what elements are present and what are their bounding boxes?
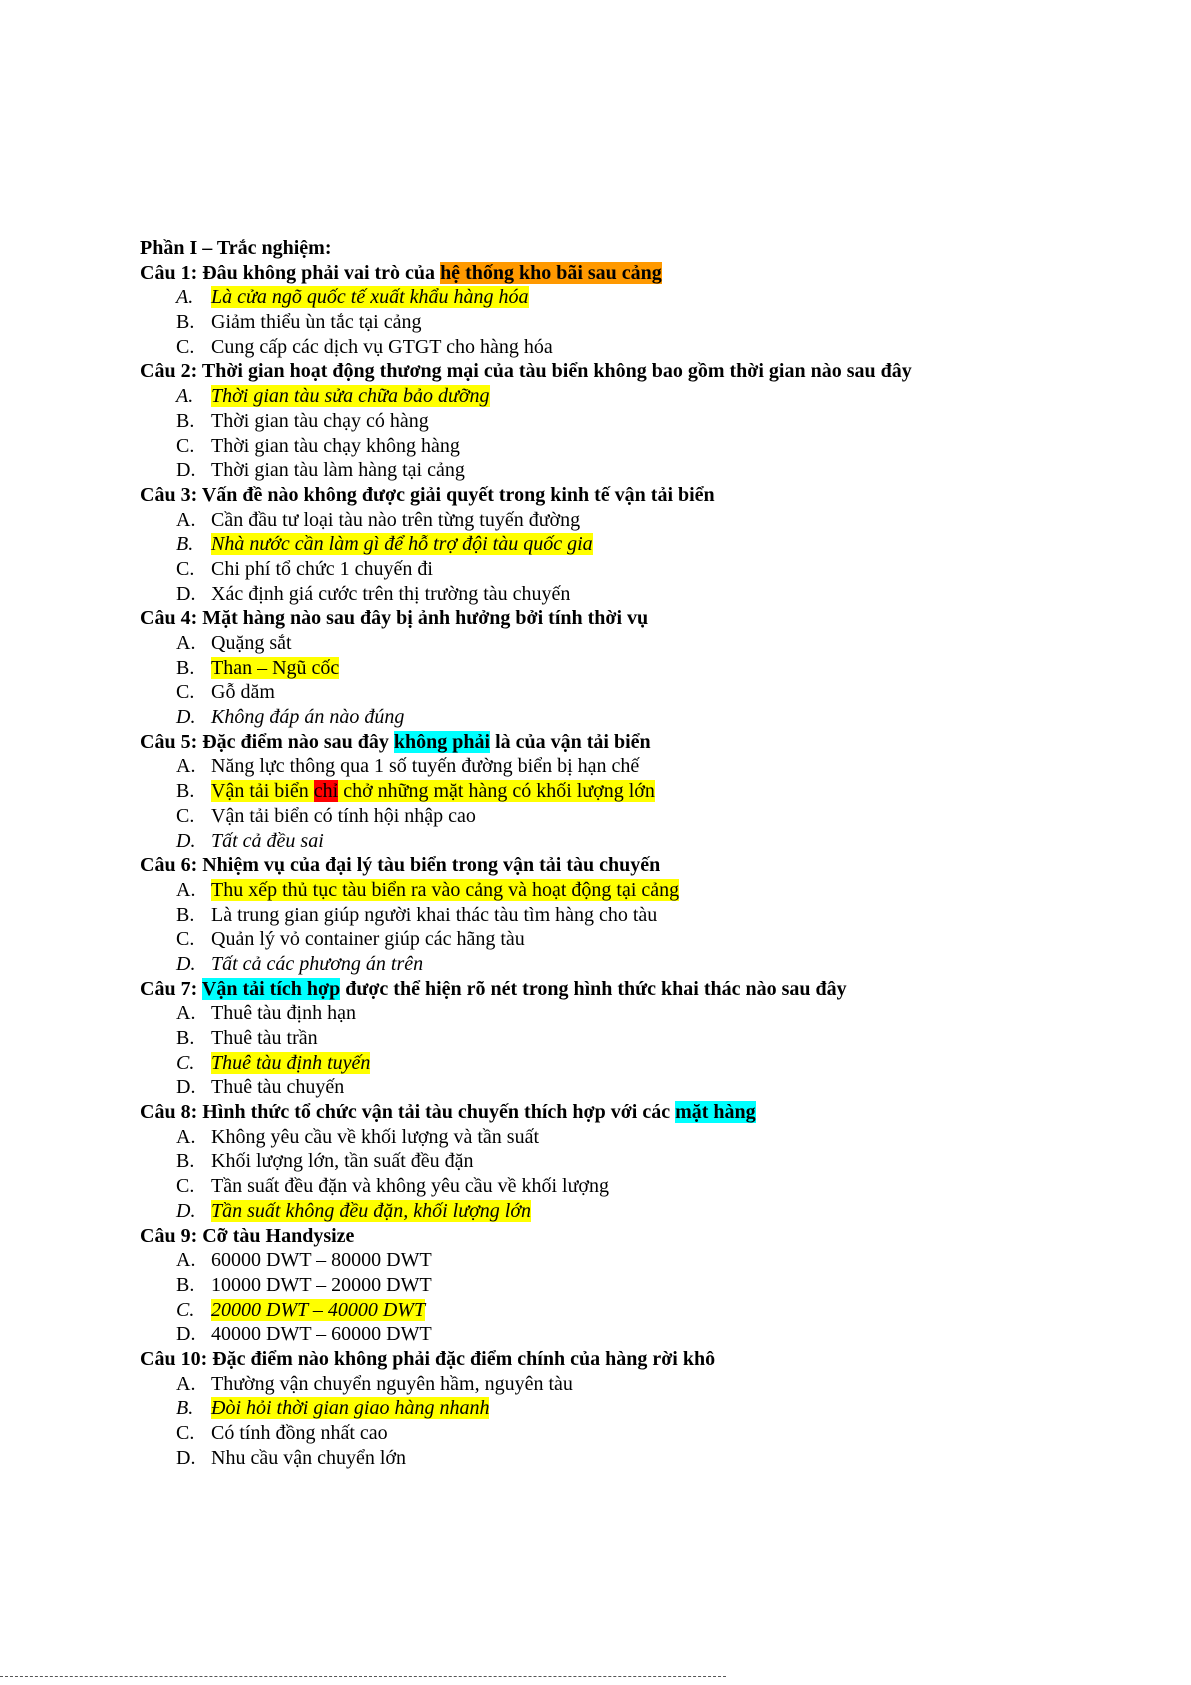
highlighted-text: chỉ [313, 780, 339, 803]
highlighted-text: Nhà nước cần làm gì để hỗ trợ đội tàu quốc gia [211, 533, 593, 556]
text-run: Câu 10: Đặc điểm nào không phải đặc điểm chính của hàng rời khô [140, 1347, 716, 1370]
text-run: Vận tải biển có tính hội nhập cao [211, 804, 476, 827]
option-letter: B. [176, 409, 195, 432]
option-letter: C. [176, 681, 195, 704]
text-run: Chi phí tổ chức 1 chuyến đi [211, 557, 433, 580]
question-5-option-a [140, 754, 1150, 779]
question-5-heading [140, 730, 1150, 755]
text-run: Câu 2: Thời gian hoạt động thương mại của tàu biển không bao gồm thời gian nào sau đây [140, 360, 912, 383]
text-run: Câu 4: Mặt hàng nào sau đây bị ảnh hưởng bởi tính thời vụ [140, 607, 649, 630]
text-run: Giảm thiểu ùn tắc tại cảng [211, 311, 422, 334]
question-6-heading [140, 853, 1150, 878]
question-5-option-b [140, 779, 1150, 804]
option-letter: D. [176, 829, 196, 852]
option-letter: C. [176, 434, 195, 457]
option-letter: B. [176, 1397, 194, 1420]
footer-divider [0, 1676, 726, 1677]
question-1-option-c [140, 335, 1150, 360]
text-run: Thời gian tàu chạy có hàng [211, 409, 429, 432]
question-6-option-c [140, 927, 1150, 952]
text-run: là của vận tải biển [490, 730, 651, 753]
text-run: Cần đầu tư loại tàu nào trên từng tuyến đường [211, 508, 581, 531]
text-run: Không đáp án nào đúng [211, 706, 405, 729]
highlighted-text: Thuê tàu định tuyến [211, 1051, 371, 1074]
option-letter: C. [176, 1298, 195, 1321]
option-letter: A. [176, 878, 196, 901]
option-letter: B. [176, 780, 195, 803]
highlighted-text: Đòi hỏi thời gian giao hàng nhanh [211, 1397, 490, 1420]
option-letter: A. [176, 508, 196, 531]
text-run: Câu 7: [140, 977, 202, 1000]
option-letter: B. [176, 656, 195, 679]
question-5-option-d [140, 829, 1150, 854]
option-letter: C. [176, 1051, 195, 1074]
text-run: Quặng sắt [211, 632, 292, 654]
option-letter: D. [176, 1323, 196, 1346]
option-letter: C. [176, 1422, 195, 1444]
question-10-option-d [140, 1446, 1150, 1471]
question-6-option-b [140, 903, 1150, 928]
question-8-option-c [140, 1174, 1150, 1199]
question-6-option-a [140, 878, 1150, 903]
section-title: Phần I – Trắc nghiệm: [140, 237, 332, 259]
highlighted-text: Vận tải biển [211, 780, 314, 803]
text-run: Câu 6: Nhiệm vụ của đại lý tàu biển trong vận tải tàu chuyến [140, 854, 661, 877]
text-run: Thời gian tàu làm hàng tại cảng [211, 459, 465, 482]
question-3-heading [140, 483, 1150, 508]
question-7-option-b [140, 1026, 1150, 1051]
text-run: 40000 DWT – 60000 DWT [211, 1323, 432, 1346]
text-run: Không yêu cầu về khối lượng và tần suất [211, 1125, 540, 1148]
question-7-heading [140, 977, 1150, 1002]
question-2-heading [140, 359, 1150, 384]
question-7-option-a [140, 1001, 1150, 1026]
text-run: Thuê tàu trần [211, 1027, 318, 1049]
question-8-option-b [140, 1149, 1150, 1174]
question-4-option-d [140, 705, 1150, 730]
option-letter: A. [176, 385, 194, 408]
text-run: Thường vận chuyển nguyên hầm, nguyên tàu [211, 1372, 573, 1395]
question-3-option-c [140, 557, 1150, 582]
question-2-option-a [140, 384, 1150, 409]
text-run: Cung cấp các dịch vụ GTGT cho hàng hóa [211, 335, 553, 358]
option-letter: A. [176, 286, 194, 309]
option-letter: D. [176, 459, 196, 482]
option-letter: A. [176, 1372, 196, 1395]
text-run: Khối lượng lớn, tần suất đều đặn [211, 1150, 474, 1173]
highlighted-text: không phải [393, 730, 491, 753]
text-run: Tần suất đều đặn và không yêu cầu về khối lượng [211, 1175, 609, 1198]
option-letter: B. [176, 1150, 195, 1173]
question-7-option-c [140, 1051, 1150, 1076]
text-run: Gỗ dăm [211, 681, 275, 704]
option-letter: D. [176, 1446, 196, 1469]
option-letter: D. [176, 582, 196, 605]
question-10-heading [140, 1347, 1150, 1372]
text-run: Nhu cầu vận chuyển lớn [211, 1446, 406, 1469]
text-run: Thuê tàu định hạn [211, 1002, 356, 1025]
option-letter: B. [176, 1273, 195, 1296]
text-run: Tất cả đều sai [211, 829, 324, 852]
question-9-option-b [140, 1273, 1150, 1298]
option-letter: A. [176, 1249, 196, 1272]
question-6-option-d [140, 952, 1150, 977]
question-8-option-d [140, 1199, 1150, 1224]
text-run: Thời gian tàu chạy không hàng [211, 434, 460, 457]
quiz-document [140, 236, 1150, 1470]
text-run: Là trung gian giúp người khai thác tàu tìm hàng cho tàu [211, 903, 658, 926]
question-9-option-d [140, 1322, 1150, 1347]
option-letter: A. [176, 1002, 196, 1025]
option-letter: A. [176, 1125, 196, 1148]
text-run: Quản lý vỏ container giúp các hãng tàu [211, 928, 525, 951]
question-9-option-a [140, 1248, 1150, 1273]
option-letter: B. [176, 533, 194, 556]
text-run: Câu 5: Đặc điểm nào sau đây [140, 730, 394, 753]
highlighted-text: Vận tải tích hợp [201, 977, 341, 1000]
text-run: Câu 1: Đâu không phải vai trò của [140, 261, 441, 284]
option-letter: D. [176, 1076, 196, 1099]
option-letter: C. [176, 804, 195, 827]
text-run: 10000 DWT – 20000 DWT [211, 1273, 432, 1296]
option-letter: A. [176, 632, 196, 654]
question-3-option-b [140, 532, 1150, 557]
question-7-option-d [140, 1075, 1150, 1100]
question-4-option-a [140, 631, 1150, 656]
option-letter: D. [176, 1199, 196, 1222]
question-9-heading [140, 1224, 1150, 1249]
highlighted-text: Than – Ngũ cốc [211, 656, 340, 679]
question-1-option-b [140, 310, 1150, 335]
text-run: Câu 8: Hình thức tổ chức vận tải tàu chuyến thích hợp với các [140, 1101, 676, 1124]
text-run: Câu 9: Cỡ tàu Handysize [140, 1224, 355, 1247]
text-run: Câu 3: Vấn đề nào không được giải quyết trong kinh tế vận tải biển [140, 483, 715, 506]
text-run: Tất cả các phương án trên [211, 952, 424, 975]
option-letter: D. [176, 952, 196, 975]
question-10-option-b [140, 1396, 1150, 1421]
text-run: được thể hiện rõ nét trong hình thức khai thác nào sau đây [340, 977, 847, 1000]
text-run: Năng lực thông qua 1 số tuyến đường biển bị hạn chế [211, 755, 640, 778]
option-letter: C. [176, 335, 195, 358]
text-run: Có tính đồng nhất cao [211, 1422, 388, 1444]
question-10-option-a [140, 1372, 1150, 1397]
question-list [140, 261, 1150, 1471]
question-9-option-c [140, 1298, 1150, 1323]
question-4-option-b [140, 656, 1150, 681]
text-run: Thuê tàu chuyến [211, 1076, 345, 1099]
highlighted-text: chở những mặt hàng có khối lượng lớn [338, 780, 655, 803]
question-2-option-c [140, 434, 1150, 459]
option-letter: B. [176, 1027, 195, 1049]
highlighted-text: Thu xếp thủ tục tàu biển ra vào cảng và hoạt động tại cảng [211, 878, 680, 901]
question-4-heading [140, 606, 1150, 631]
option-letter: C. [176, 1175, 195, 1198]
question-5-option-c [140, 804, 1150, 829]
option-letter: C. [176, 928, 195, 951]
question-4-option-c [140, 680, 1150, 705]
question-2-option-b [140, 409, 1150, 434]
question-1-heading [140, 261, 1150, 286]
highlighted-text: hệ thống kho bãi sau cảng [440, 261, 662, 284]
question-3-option-a [140, 508, 1150, 533]
question-2-option-d [140, 458, 1150, 483]
highlighted-text: Là cửa ngõ quốc tế xuất khẩu hàng hóa [211, 286, 529, 309]
text-run: Xác định giá cước trên thị trường tàu chuyến [211, 582, 571, 605]
option-letter: B. [176, 311, 195, 334]
question-10-option-c [140, 1421, 1150, 1446]
option-letter: A. [176, 755, 196, 778]
question-3-option-d [140, 582, 1150, 607]
option-letter: C. [176, 557, 195, 580]
text-run: 60000 DWT – 80000 DWT [211, 1249, 432, 1272]
highlighted-text: 20000 DWT – 40000 DWT [211, 1298, 426, 1321]
option-letter: D. [176, 706, 196, 729]
highlighted-text: Thời gian tàu sửa chữa bảo dưỡng [211, 385, 490, 408]
highlighted-text: Tần suất không đều đặn, khối lượng lớn [211, 1199, 532, 1222]
question-1-option-a [140, 285, 1150, 310]
question-8-option-a [140, 1125, 1150, 1150]
option-letter: B. [176, 903, 195, 926]
question-8-heading [140, 1100, 1150, 1125]
highlighted-text: mặt hàng [675, 1101, 756, 1124]
